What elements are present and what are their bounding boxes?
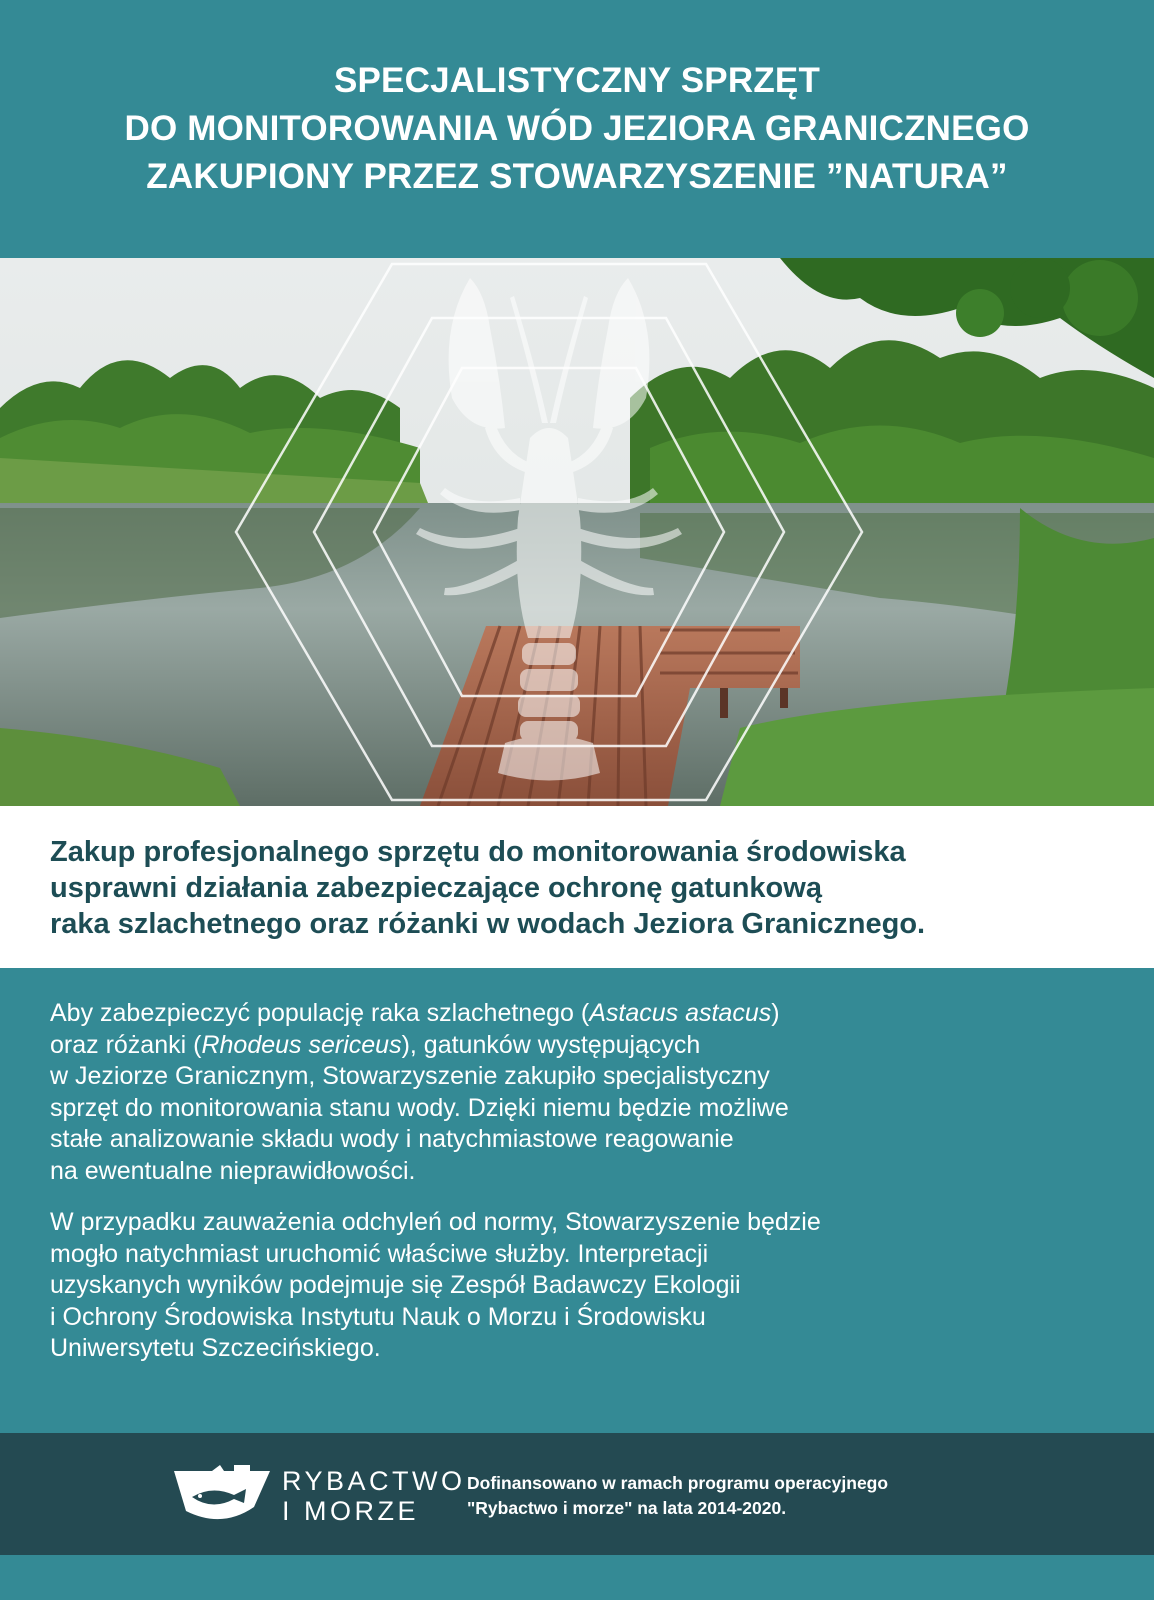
latin-name-bitterling: Rhodeus sericeus <box>201 1030 402 1059</box>
p1-line-6: na ewentualne nieprawidłowości. <box>50 1156 416 1185</box>
p1-line-1-end: ) <box>771 999 780 1027</box>
paragraph-2 <box>50 1207 1110 1365</box>
fish-boat-logo-icon <box>172 1463 272 1527</box>
p1-line-2 <box>50 1030 1110 1062</box>
p2-line-3: uzyskanych wyników podejmuje się Zespół Badawczy Ekologii <box>50 1271 741 1299</box>
p1-line-2-text: oraz różanki ( <box>50 1030 202 1059</box>
p2-line-4: i Ochrony Środowiska Instytutu Nauk o Morzu i Środowisku <box>50 1302 706 1331</box>
lead-line-3: raka szlachetnego oraz różanki w wodach Jeziora Granicznego. <box>50 908 926 940</box>
footer <box>0 1433 1154 1555</box>
p2-line-2: mogło natychmiast uruchomić właściwe służby. Interpretacji <box>50 1239 709 1268</box>
rybactwo-i-morze-logo <box>172 1463 466 1527</box>
paragraph-1 <box>50 998 1110 1187</box>
p1-line-4: sprzęt do monitorowania stanu wody. Dzięki niemu będzie możliwe <box>50 1093 789 1122</box>
bottom-band <box>0 1555 1154 1600</box>
funding-line-1: Dofinansowano w ramach programu operacyjnego <box>467 1473 889 1493</box>
p1-line-5: stałe analizowanie składu wody i natychmiastowe reagowanie <box>50 1125 734 1153</box>
p2-line-1: W przypadku zauważenia odchyleń od normy, Stowarzyszenie będzie <box>50 1208 821 1236</box>
lead-section <box>0 806 1154 968</box>
logo-word-1: RYBACTWO <box>282 1466 466 1496</box>
funding-line-2: "Rybactwo i morze" na lata 2014-2020. <box>467 1498 787 1518</box>
logo-word-2: I MORZE <box>282 1496 419 1526</box>
body-text <box>50 998 1110 1385</box>
p1-line-1 <box>50 998 1110 1030</box>
p1-line-2-end: ), gatunków występujących <box>401 1030 701 1059</box>
title-line-1: SPECJALISTYCZNY SPRZĘT <box>333 61 821 100</box>
p1-line-1-text: Aby zabezpieczyć populację raka szlachetnego ( <box>50 999 590 1027</box>
latin-name-crayfish: Astacus astacus <box>589 999 772 1027</box>
p1-line-3: w Jeziorze Granicznym, Stowarzyszenie zakupiło specjalistyczny <box>50 1062 770 1090</box>
title-line-3: ZAKUPIONY PRZEZ STOWARZYSZENIE ”NATURA” <box>146 157 1008 196</box>
funding-note <box>467 1471 888 1521</box>
lead-line-2: usprawni działania zabezpieczające ochronę gatunkową <box>50 872 822 904</box>
p2-line-5: Uniwersytetu Szczecińskiego. <box>50 1334 381 1362</box>
lead-line-1: Zakup profesjonalnego sprzętu do monitorowania środowiska <box>50 836 906 868</box>
header-banner <box>0 0 1154 258</box>
lake-photo <box>0 258 1154 806</box>
title-line-2: DO MONITOROWANIA WÓD JEZIORA GRANICZNEGO <box>124 109 1030 148</box>
